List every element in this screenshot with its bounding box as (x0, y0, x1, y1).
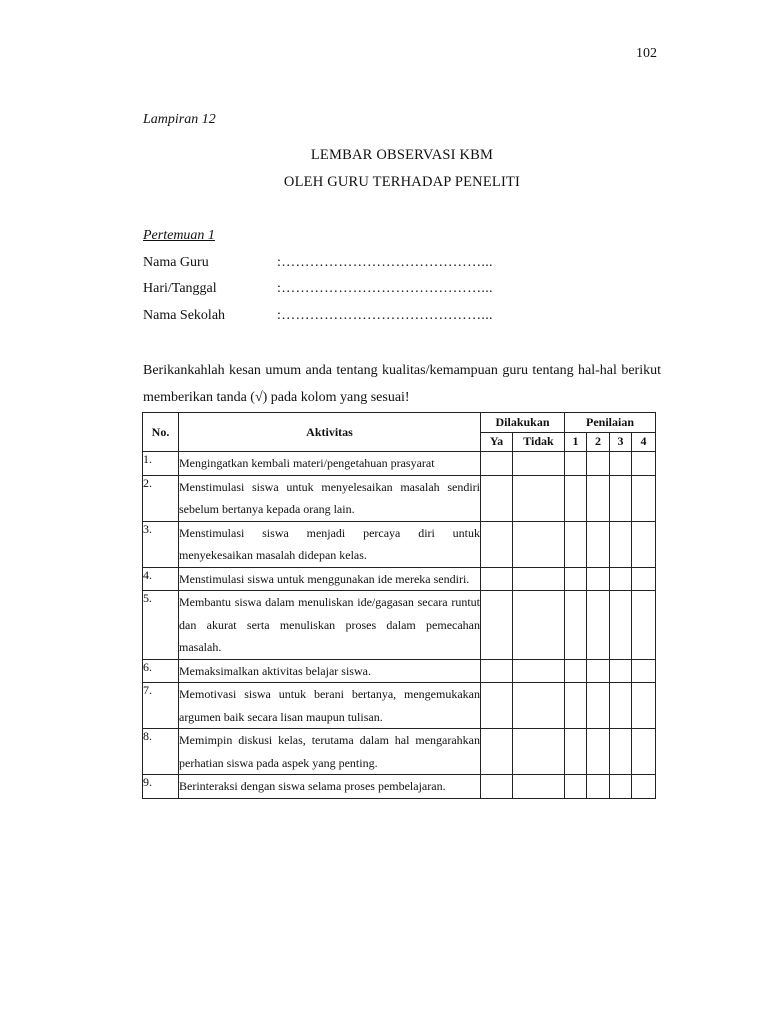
cell-rating-3[interactable] (610, 452, 632, 476)
row-activity: Menstimulasi siswa untuk menyelesaikan masalah sendiri sebelum bertanya kepada orang lain. (179, 475, 481, 521)
row-number: 1. (143, 452, 179, 476)
row-activity: Menstimulasi siswa untuk menggunakan ide mereka sendiri. (179, 567, 481, 591)
cell-yes[interactable] (481, 521, 513, 567)
row-activity: Menstimulasi siswa menjadi percaya diri untuk menyekesaikan masalah didepan kelas. (179, 521, 481, 567)
cell-rating-4[interactable] (632, 775, 656, 799)
cell-rating-3[interactable] (610, 729, 632, 775)
observation-table (142, 412, 656, 799)
header-yes: Ya (481, 432, 513, 452)
cell-rating-2[interactable] (587, 521, 610, 567)
table-row (143, 452, 656, 476)
row-number: 5. (143, 591, 179, 660)
cell-no[interactable] (513, 659, 565, 683)
cell-rating-2[interactable] (587, 775, 610, 799)
cell-rating-1[interactable] (565, 683, 587, 729)
row-activity: Membantu siswa dalam menuliskan ide/gagasan secara runtut dan akurat serta menuliskan proses dalam pemecahan masalah. (179, 591, 481, 660)
row-activity: Memimpin diskusi kelas, terutama dalam hal mengarahkan perhatian siswa pada aspek yang penting. (179, 729, 481, 775)
row-number: 8. (143, 729, 179, 775)
table-row (143, 683, 656, 729)
row-number: 7. (143, 683, 179, 729)
cell-rating-2[interactable] (587, 591, 610, 660)
cell-rating-4[interactable] (632, 567, 656, 591)
cell-rating-1[interactable] (565, 452, 587, 476)
cell-rating-1[interactable] (565, 475, 587, 521)
cell-yes[interactable] (481, 567, 513, 591)
cell-rating-3[interactable] (610, 567, 632, 591)
cell-no[interactable] (513, 567, 565, 591)
table-row (143, 591, 656, 660)
cell-rating-4[interactable] (632, 659, 656, 683)
cell-no[interactable] (513, 683, 565, 729)
cell-rating-1[interactable] (565, 729, 587, 775)
row-activity: Memaksimalkan aktivitas belajar siswa. (179, 659, 481, 683)
field-label-day-date: Hari/Tanggal (143, 281, 217, 296)
cell-no[interactable] (513, 475, 565, 521)
cell-rating-4[interactable] (632, 452, 656, 476)
row-number: 2. (143, 475, 179, 521)
cell-rating-2[interactable] (587, 475, 610, 521)
row-activity: Berinteraksi dengan siswa selama proses pembelajaran. (179, 775, 481, 799)
cell-yes[interactable] (481, 659, 513, 683)
header-rating-2: 2 (587, 432, 610, 452)
row-number: 6. (143, 659, 179, 683)
cell-rating-1[interactable] (565, 591, 587, 660)
row-activity: Memotivasi siswa untuk berani bertanya, mengemukakan argumen baik secara lisan maupun tulisan. (179, 683, 481, 729)
cell-no[interactable] (513, 775, 565, 799)
cell-rating-3[interactable] (610, 591, 632, 660)
appendix-label: Lampiran 12 (143, 112, 216, 127)
meeting-label: Pertemuan 1 (143, 228, 215, 243)
field-label-teacher-name: Nama Guru (143, 255, 209, 270)
cell-rating-3[interactable] (610, 475, 632, 521)
cell-rating-2[interactable] (587, 452, 610, 476)
table-row (143, 475, 656, 521)
cell-rating-4[interactable] (632, 683, 656, 729)
header-rating-1: 1 (565, 432, 587, 452)
cell-rating-3[interactable] (610, 683, 632, 729)
field-value-day-date: :……………………………………... (277, 281, 493, 296)
field-value-school-name: :……………………………………... (277, 308, 493, 323)
row-number: 9. (143, 775, 179, 799)
cell-no[interactable] (513, 452, 565, 476)
row-activity: Mengingatkan kembali materi/pengetahuan prasyarat (179, 452, 481, 476)
observation-table-body (143, 452, 656, 799)
document-title-line2: OLEH GURU TERHADAP PENELITI (283, 174, 521, 190)
cell-rating-3[interactable] (610, 659, 632, 683)
cell-rating-4[interactable] (632, 521, 656, 567)
cell-rating-1[interactable] (565, 659, 587, 683)
cell-rating-1[interactable] (565, 567, 587, 591)
table-row (143, 659, 656, 683)
cell-yes[interactable] (481, 729, 513, 775)
cell-rating-2[interactable] (587, 683, 610, 729)
instruction-text: Berikankahlah kesan umum anda tentang kualitas/kemampuan guru tentang hal-hal berikut memberikan tanda (√) pada kolom yang sesuai! (143, 363, 661, 405)
document-title-line1: LEMBAR OBSERVASI KBM (310, 147, 494, 163)
table-row (143, 567, 656, 591)
cell-rating-3[interactable] (610, 775, 632, 799)
cell-yes[interactable] (481, 475, 513, 521)
cell-yes[interactable] (481, 775, 513, 799)
cell-no[interactable] (513, 591, 565, 660)
cell-rating-2[interactable] (587, 729, 610, 775)
row-number: 3. (143, 521, 179, 567)
field-label-school-name: Nama Sekolah (143, 308, 226, 323)
field-value-teacher-name: :……………………………………... (277, 255, 493, 270)
table-row (143, 729, 656, 775)
table-row (143, 521, 656, 567)
cell-yes[interactable] (481, 683, 513, 729)
header-activity: Aktivitas (179, 413, 481, 452)
table-row (143, 775, 656, 799)
cell-no[interactable] (513, 729, 565, 775)
header-rating-3: 3 (610, 432, 632, 452)
cell-rating-1[interactable] (565, 521, 587, 567)
cell-rating-4[interactable] (632, 729, 656, 775)
page-number: 102 (636, 46, 657, 61)
cell-rating-2[interactable] (587, 567, 610, 591)
header-done: Dilakukan (481, 413, 565, 433)
cell-no[interactable] (513, 521, 565, 567)
header-no: No. (143, 413, 179, 452)
header-rating-4: 4 (632, 432, 656, 452)
cell-yes[interactable] (481, 452, 513, 476)
cell-rating-2[interactable] (587, 659, 610, 683)
cell-rating-3[interactable] (610, 521, 632, 567)
header-no-done: Tidak (513, 432, 565, 452)
cell-rating-1[interactable] (565, 775, 587, 799)
cell-rating-4[interactable] (632, 591, 656, 660)
cell-rating-4[interactable] (632, 475, 656, 521)
cell-yes[interactable] (481, 591, 513, 660)
header-rating: Penilaian (565, 413, 656, 433)
row-number: 4. (143, 567, 179, 591)
